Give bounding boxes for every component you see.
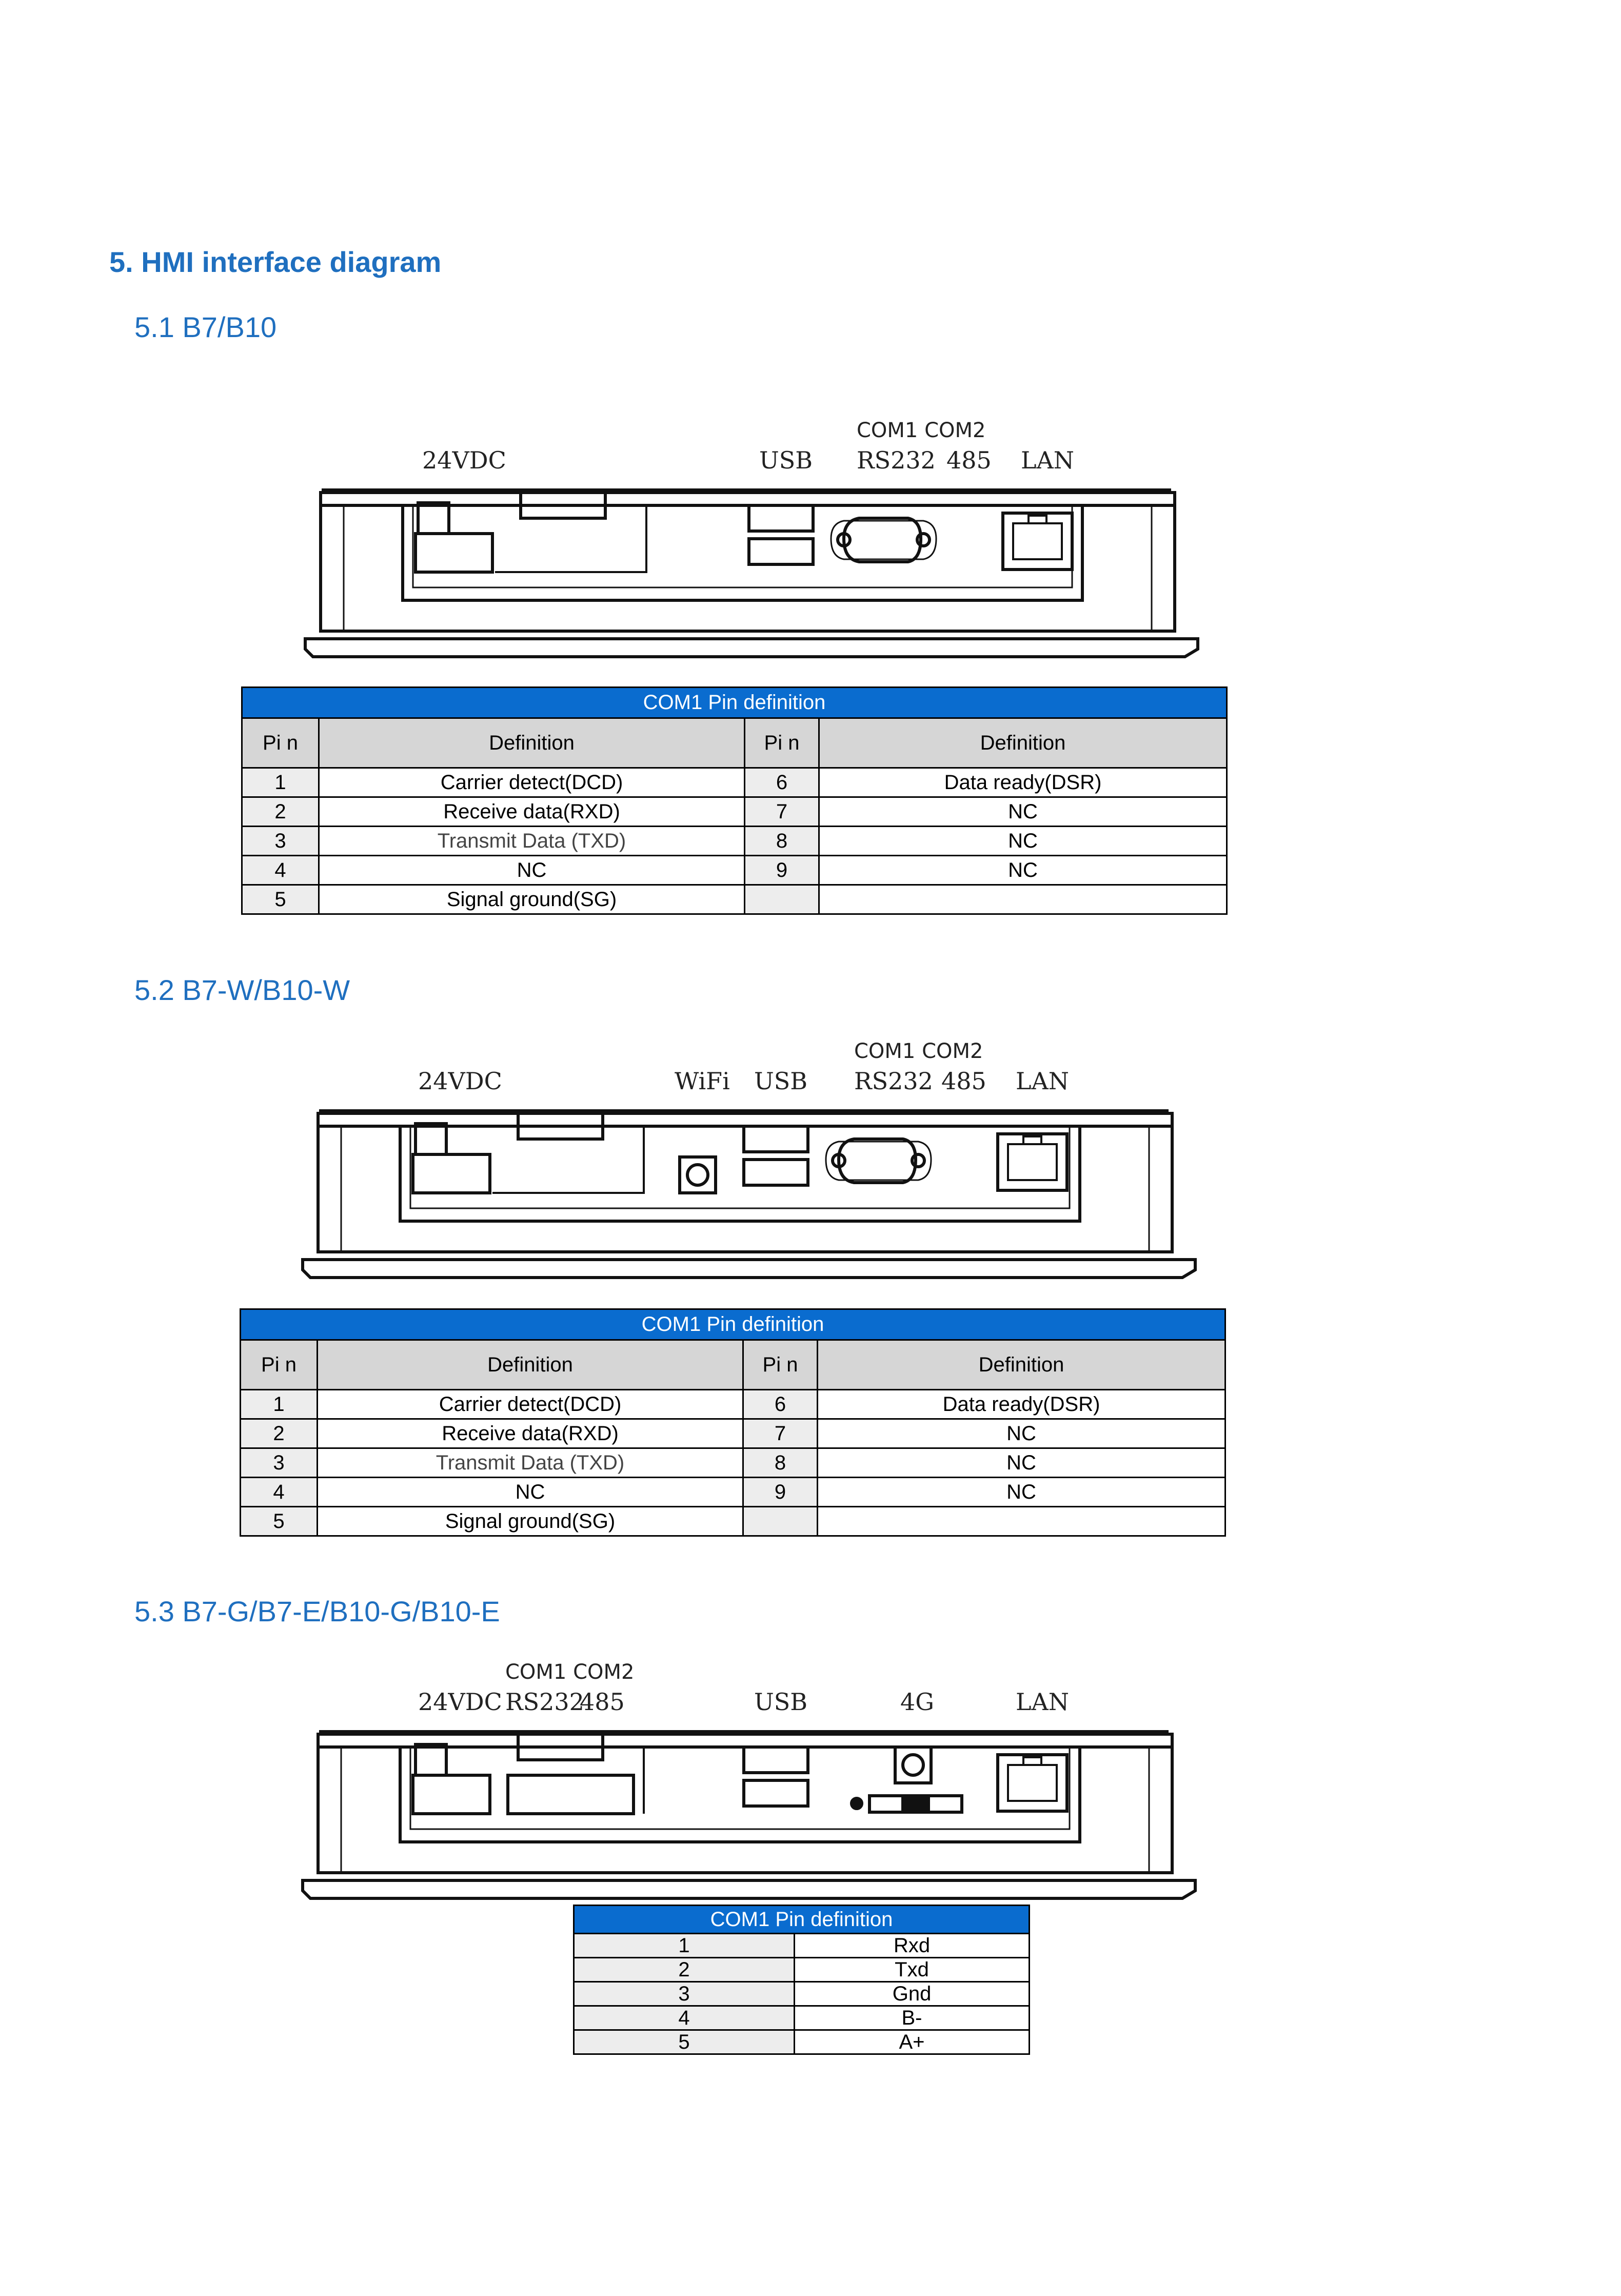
table-row	[241, 1478, 1225, 1507]
pin-cell: 4	[241, 1478, 318, 1507]
com1-pin-table-5-3	[573, 1905, 1030, 2055]
label-com-top: COM1 COM2	[505, 1660, 635, 1684]
table-row	[574, 1982, 1030, 2006]
table-row	[574, 1958, 1030, 1982]
table-row	[242, 768, 1227, 797]
definition-cell: Carrier detect(DCD)	[318, 1390, 743, 1419]
pin-cell	[745, 885, 819, 914]
table-row	[241, 1390, 1225, 1419]
col-header-definition: Definition	[319, 718, 745, 768]
definition-cell: NC	[819, 856, 1227, 885]
definition-cell: Receive data(RXD)	[318, 1419, 743, 1448]
table-caption: COM1 Pin definition	[242, 688, 1227, 718]
page-heading: 5. HMI interface diagram	[109, 246, 442, 278]
definition-cell: NC	[818, 1448, 1225, 1478]
definition-cell: Data ready(DSR)	[818, 1390, 1225, 1419]
pin-cell: 6	[745, 768, 819, 797]
col-header-pin: Pi n	[242, 718, 319, 768]
definition-cell: Transmit Data (TXD)	[319, 827, 745, 856]
pin-cell: 2	[574, 1958, 795, 1982]
pin-cell: 2	[242, 797, 319, 827]
label-usb: USB	[754, 1067, 808, 1095]
table-row	[242, 797, 1227, 827]
definition-cell: Signal ground(SG)	[318, 1507, 743, 1536]
col-header-definition: Definition	[318, 1340, 743, 1390]
table-caption: COM1 Pin definition	[241, 1309, 1225, 1340]
table-row	[242, 885, 1227, 914]
signal-cell: A+	[795, 2030, 1030, 2054]
pin-cell: 3	[242, 827, 319, 856]
definition-cell	[818, 1507, 1225, 1536]
col-header-pin: Pi n	[241, 1340, 318, 1390]
definition-cell: Carrier detect(DCD)	[319, 768, 745, 797]
label-485: 485	[580, 1688, 625, 1716]
pin-cell: 5	[242, 885, 319, 914]
col-header-pin-2: Pi n	[743, 1340, 818, 1390]
pin-cell: 9	[743, 1478, 818, 1507]
definition-cell: NC	[819, 797, 1227, 827]
label-lan: LAN	[1016, 1067, 1070, 1095]
label-rs232: RS232	[854, 1067, 933, 1095]
signal-cell: B-	[795, 2006, 1030, 2030]
label-lan: LAN	[1021, 446, 1075, 474]
pin-cell: 1	[574, 1934, 795, 1958]
pin-cell: 1	[242, 768, 319, 797]
col-header-pin-2: Pi n	[745, 718, 819, 768]
pin-cell: 3	[241, 1448, 318, 1478]
label-4g: 4G	[900, 1688, 935, 1716]
definition-cell: NC	[318, 1478, 743, 1507]
definition-cell: Signal ground(SG)	[319, 885, 745, 914]
table-row	[241, 1419, 1225, 1448]
signal-cell: Rxd	[795, 1934, 1030, 1958]
pin-cell: 4	[574, 2006, 795, 2030]
definition-cell: Receive data(RXD)	[319, 797, 745, 827]
definition-cell: NC	[818, 1419, 1225, 1448]
hmi-rear-panel-b7g-b10g	[290, 1652, 1208, 1909]
signal-cell: Gnd	[795, 1982, 1030, 2006]
pin-cell: 8	[743, 1448, 818, 1478]
label-rs232: RS232	[857, 446, 936, 474]
pin-cell	[743, 1507, 818, 1536]
label-485: 485	[946, 446, 992, 474]
pin-cell: 1	[241, 1390, 318, 1419]
label-lan: LAN	[1016, 1688, 1070, 1716]
definition-cell: NC	[818, 1478, 1225, 1507]
label-485: 485	[941, 1067, 986, 1095]
pin-cell: 5	[241, 1507, 318, 1536]
label-24vdc: 24VDC	[422, 446, 506, 474]
pin-cell: 5	[574, 2030, 795, 2054]
pin-cell: 7	[743, 1419, 818, 1448]
label-com-top: COM1 COM2	[854, 1039, 983, 1063]
pin-cell: 7	[745, 797, 819, 827]
pin-cell: 4	[242, 856, 319, 885]
table-row	[574, 2030, 1030, 2054]
col-header-definition-2: Definition	[819, 718, 1227, 768]
label-24vdc: 24VDC	[418, 1067, 502, 1095]
section-title-5-3: 5.3 B7-G/B7-E/B10-G/B10-E	[134, 1595, 500, 1627]
table-row	[574, 2006, 1030, 2030]
com1-pin-table-5-2	[240, 1308, 1226, 1537]
pin-cell: 2	[241, 1419, 318, 1448]
table-row	[242, 856, 1227, 885]
table-row	[574, 1934, 1030, 1958]
pin-cell: 6	[743, 1390, 818, 1419]
signal-cell: Txd	[795, 1958, 1030, 1982]
table-row	[242, 827, 1227, 856]
label-rs232: RS232	[505, 1688, 584, 1716]
label-wifi: WiFi	[675, 1067, 730, 1095]
label-usb: USB	[759, 446, 813, 474]
label-usb: USB	[754, 1688, 808, 1716]
hmi-rear-panel-b7w-b10w	[290, 1031, 1208, 1288]
label-24vdc: 24VDC	[418, 1688, 502, 1716]
section-title-5-2: 5.2 B7-W/B10-W	[134, 974, 350, 1006]
section-title-5-1: 5.1 B7/B10	[134, 311, 277, 343]
table-row	[241, 1507, 1225, 1536]
pin-cell: 9	[745, 856, 819, 885]
pin-cell: 8	[745, 827, 819, 856]
hmi-rear-panel-b7-b10	[292, 410, 1211, 667]
definition-cell: Data ready(DSR)	[819, 768, 1227, 797]
col-header-definition-2: Definition	[818, 1340, 1225, 1390]
table-row	[241, 1448, 1225, 1478]
definition-cell: NC	[319, 856, 745, 885]
definition-cell: NC	[819, 827, 1227, 856]
definition-cell: Transmit Data (TXD)	[318, 1448, 743, 1478]
definition-cell	[819, 885, 1227, 914]
com1-pin-table-5-1	[241, 686, 1228, 915]
pin-cell: 3	[574, 1982, 795, 2006]
label-com-top: COM1 COM2	[857, 419, 986, 442]
table-caption: COM1 Pin definition	[574, 1906, 1030, 1934]
